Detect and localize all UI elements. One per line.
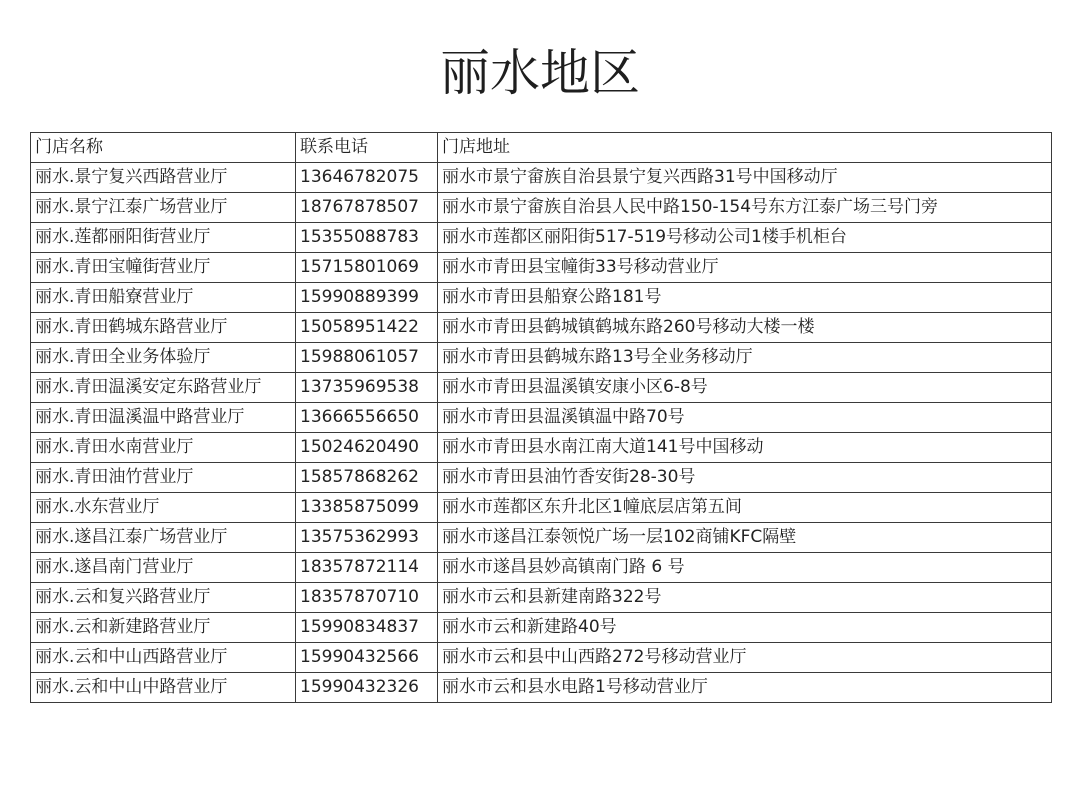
store-name-cell: 丽水.水东营业厅 <box>31 493 296 523</box>
phone-cell: 13575362993 <box>296 523 438 553</box>
table-row <box>31 223 1052 253</box>
table-header-row <box>31 133 1052 163</box>
table-row <box>31 613 1052 643</box>
address-cell: 丽水市云和县新建南路322号 <box>438 583 1052 613</box>
store-name-cell: 丽水.云和中山西路营业厅 <box>31 643 296 673</box>
store-name-cell: 丽水.青田温溪安定东路营业厅 <box>31 373 296 403</box>
address-cell: 丽水市云和县水电路1号移动营业厅 <box>438 673 1052 703</box>
address-cell: 丽水市青田县温溪镇安康小区6-8号 <box>438 373 1052 403</box>
table-row <box>31 433 1052 463</box>
address-cell: 丽水市青田县油竹香安街28-30号 <box>438 463 1052 493</box>
table-row <box>31 343 1052 373</box>
phone-cell: 15990432326 <box>296 673 438 703</box>
store-name-cell: 丽水.青田鹤城东路营业厅 <box>31 313 296 343</box>
address-cell: 丽水市青田县宝幢街33号移动营业厅 <box>438 253 1052 283</box>
phone-cell: 15990432566 <box>296 643 438 673</box>
header-address: 门店地址 <box>438 133 1052 163</box>
address-cell: 丽水市莲都区东升北区1幢底层店第五间 <box>438 493 1052 523</box>
address-cell: 丽水市景宁畲族自治县人民中路150-154号东方江泰广场三号门旁 <box>438 193 1052 223</box>
store-name-cell: 丽水.青田水南营业厅 <box>31 433 296 463</box>
table-row <box>31 313 1052 343</box>
phone-cell: 13646782075 <box>296 163 438 193</box>
phone-cell: 15715801069 <box>296 253 438 283</box>
store-name-cell: 丽水.遂昌南门营业厅 <box>31 553 296 583</box>
table-row <box>31 553 1052 583</box>
table-row <box>31 493 1052 523</box>
store-name-cell: 丽水.青田全业务体验厅 <box>31 343 296 373</box>
table-row <box>31 283 1052 313</box>
phone-cell: 18357872114 <box>296 553 438 583</box>
phone-cell: 15355088783 <box>296 223 438 253</box>
table-row <box>31 193 1052 223</box>
page-title: 丽水地区 <box>440 44 640 102</box>
store-name-cell: 丽水.青田温溪温中路营业厅 <box>31 403 296 433</box>
phone-cell: 15990889399 <box>296 283 438 313</box>
store-name-cell: 丽水.云和中山中路营业厅 <box>31 673 296 703</box>
phone-cell: 15857868262 <box>296 463 438 493</box>
phone-cell: 18357870710 <box>296 583 438 613</box>
phone-cell: 15988061057 <box>296 343 438 373</box>
table-row <box>31 163 1052 193</box>
table-row <box>31 583 1052 613</box>
address-cell: 丽水市云和新建路40号 <box>438 613 1052 643</box>
phone-cell: 15024620490 <box>296 433 438 463</box>
store-name-cell: 丽水.遂昌江泰广场营业厅 <box>31 523 296 553</box>
phone-cell: 15058951422 <box>296 313 438 343</box>
store-name-cell: 丽水.云和复兴路营业厅 <box>31 583 296 613</box>
store-name-cell: 丽水.青田油竹营业厅 <box>31 463 296 493</box>
phone-cell: 13385875099 <box>296 493 438 523</box>
store-name-cell: 丽水.景宁复兴西路营业厅 <box>31 163 296 193</box>
table-row <box>31 373 1052 403</box>
address-cell: 丽水市青田县水南江南大道141号中国移动 <box>438 433 1052 463</box>
address-cell: 丽水市云和县中山西路272号移动营业厅 <box>438 643 1052 673</box>
address-cell: 丽水市青田县船寮公路181号 <box>438 283 1052 313</box>
table-row <box>31 643 1052 673</box>
store-name-cell: 丽水.景宁江泰广场营业厅 <box>31 193 296 223</box>
store-name-cell: 丽水.莲都丽阳街营业厅 <box>31 223 296 253</box>
phone-cell: 15990834837 <box>296 613 438 643</box>
header-phone: 联系电话 <box>296 133 438 163</box>
address-cell: 丽水市青田县鹤城东路13号全业务移动厅 <box>438 343 1052 373</box>
store-name-cell: 丽水.青田船寮营业厅 <box>31 283 296 313</box>
address-cell: 丽水市遂昌县妙高镇南门路 6 号 <box>438 553 1052 583</box>
address-cell: 丽水市景宁畲族自治县景宁复兴西路31号中国移动厅 <box>438 163 1052 193</box>
address-cell: 丽水市遂昌江泰领悦广场一层102商铺KFC隔壁 <box>438 523 1052 553</box>
store-name-cell: 丽水.青田宝幢街营业厅 <box>31 253 296 283</box>
table-row <box>31 523 1052 553</box>
store-table <box>30 132 1052 703</box>
table-row <box>31 673 1052 703</box>
phone-cell: 18767878507 <box>296 193 438 223</box>
address-cell: 丽水市青田县温溪镇温中路70号 <box>438 403 1052 433</box>
table-row <box>31 253 1052 283</box>
header-store-name: 门店名称 <box>31 133 296 163</box>
phone-cell: 13666556650 <box>296 403 438 433</box>
table-row <box>31 463 1052 493</box>
address-cell: 丽水市青田县鹤城镇鹤城东路260号移动大楼一楼 <box>438 313 1052 343</box>
store-name-cell: 丽水.云和新建路营业厅 <box>31 613 296 643</box>
address-cell: 丽水市莲都区丽阳街517-519号移动公司1楼手机柜台 <box>438 223 1052 253</box>
phone-cell: 13735969538 <box>296 373 438 403</box>
table-row <box>31 403 1052 433</box>
